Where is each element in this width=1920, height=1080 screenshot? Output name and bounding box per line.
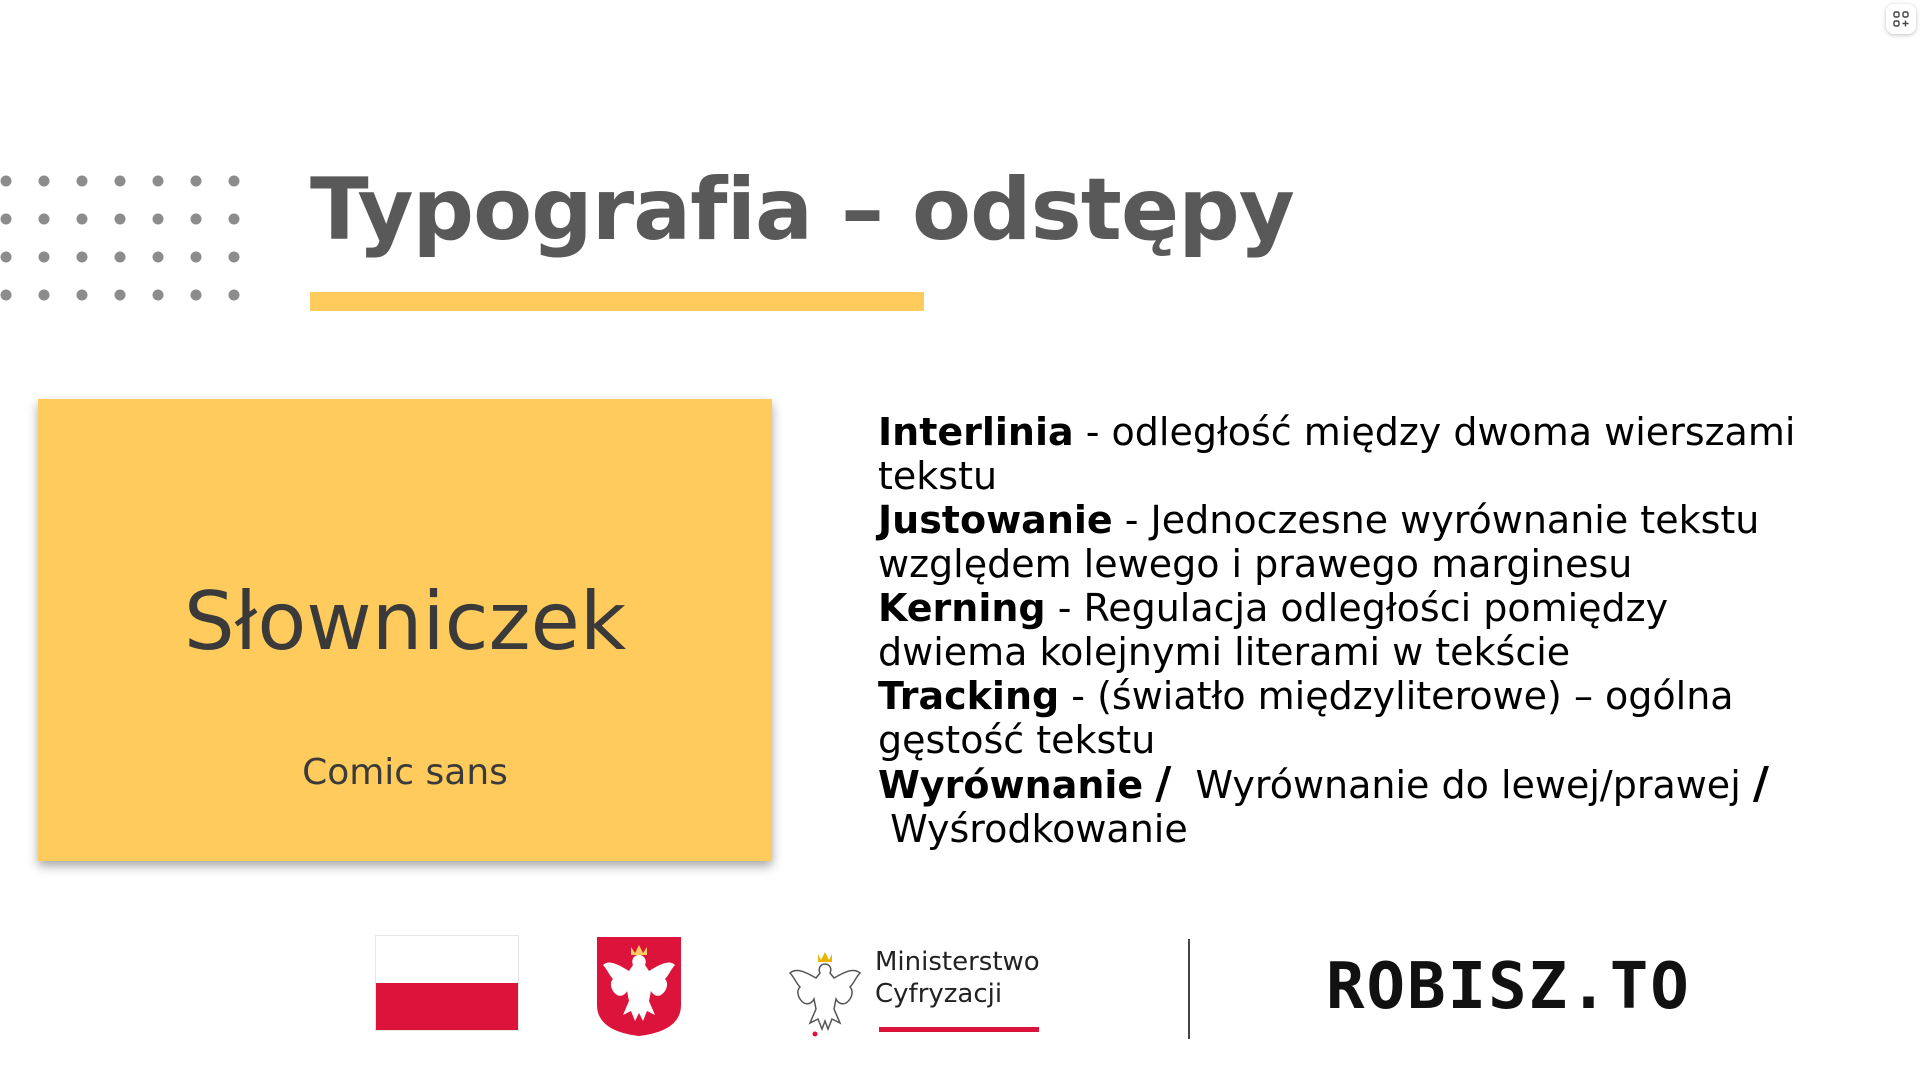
- definition-term: Interlinia: [878, 410, 1074, 454]
- definition-item: [878, 758, 1808, 851]
- apps-add-icon: [1893, 11, 1909, 27]
- definition-item: [878, 674, 1808, 762]
- definition-item: [878, 586, 1808, 674]
- definition-term: Tracking: [878, 674, 1060, 718]
- ministry-flag-line: [879, 1024, 1039, 1032]
- ministry-logo: [785, 942, 1045, 1042]
- slide-title: Typografia – odstępy: [310, 160, 1294, 260]
- definition-item: [878, 410, 1808, 498]
- ministry-eagle-icon: [785, 942, 865, 1038]
- ministry-name-line-1: Ministerstwo: [875, 947, 1040, 977]
- apps-add-button[interactable]: [1886, 4, 1916, 34]
- definition-text: - odległość między dwoma wierszami tekstu: [878, 410, 1796, 498]
- definition-text: - Jednoczesne wyrównanie tekstu względem lewego i prawego marginesu: [878, 498, 1760, 586]
- footer-divider: [1188, 939, 1190, 1039]
- definition-text: - (światło międzyliterowe) – ogólna gęstość tekstu: [878, 674, 1734, 762]
- title-underline: [310, 292, 924, 311]
- ministry-name-line-2: Cyfryzacji: [875, 979, 1003, 1009]
- separator-slash: /: [1752, 758, 1769, 809]
- definition-item: [878, 498, 1808, 586]
- glossary-card-title: Słowniczek: [183, 575, 627, 668]
- definition-term: Kerning: [878, 586, 1046, 630]
- polish-eagle-emblem-icon: [595, 935, 683, 1037]
- definition-text: Wyśrodkowanie: [878, 807, 1188, 851]
- glossary-card-subtitle: Comic sans: [302, 752, 508, 793]
- definitions-list: [878, 410, 1808, 851]
- definition-term: Justowanie: [878, 498, 1113, 542]
- robisz-to-logo: ROBISZ.TO: [1326, 950, 1691, 1024]
- definition-term: Wyrównanie: [878, 763, 1144, 807]
- decorative-dot-grid: [0, 175, 245, 305]
- poland-flag-icon: [375, 935, 519, 1031]
- definition-text: - Regulacja odległości pomiędzy dwiema kolejnymi literami w tekście: [878, 586, 1669, 674]
- separator-slash: /: [1155, 758, 1172, 809]
- definition-text: Wyrównanie do lewej/prawej: [1171, 763, 1753, 807]
